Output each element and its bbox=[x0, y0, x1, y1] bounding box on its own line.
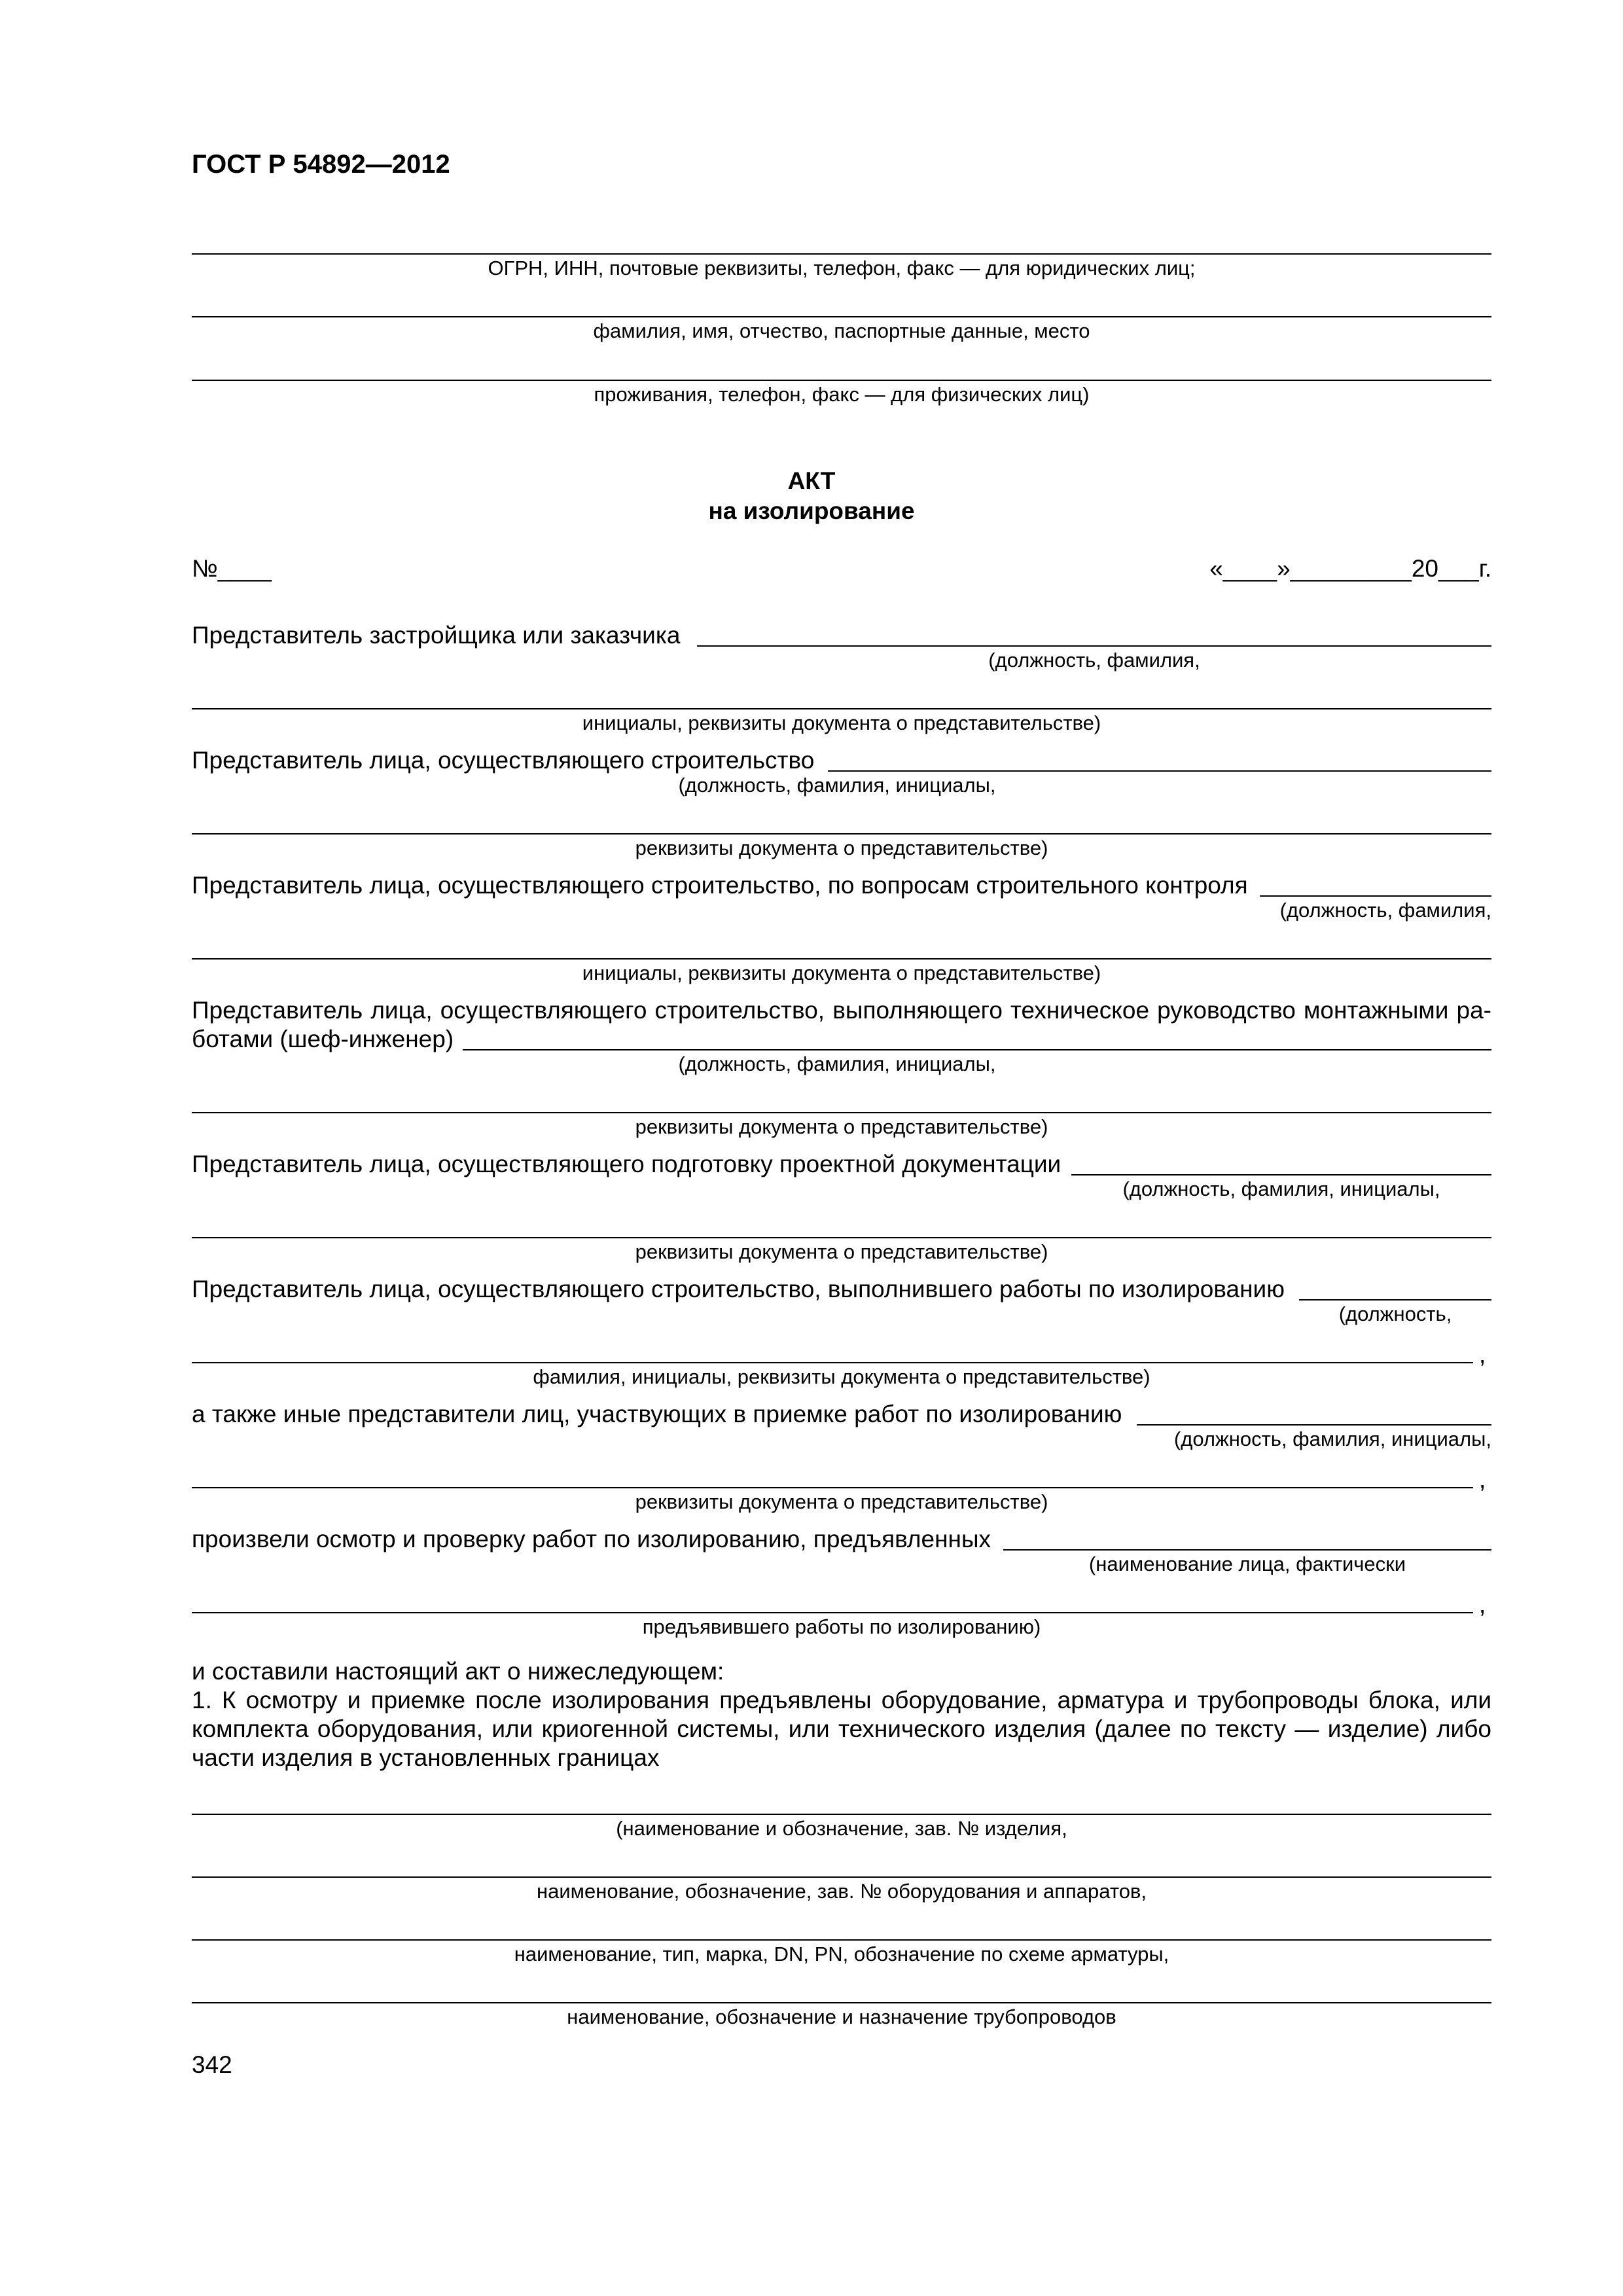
item-caption-2: наименование, обозначение, зав. № оборудования и аппаратов, bbox=[536, 1880, 1147, 1903]
rep-designer-line[interactable] bbox=[1071, 1174, 1491, 1175]
rep-others-caption-2: реквизиты документа о представительстве) bbox=[635, 1490, 1048, 1513]
rep-developer-line-2[interactable] bbox=[192, 708, 1491, 709]
rep-contractor-line-2[interactable] bbox=[192, 1362, 1473, 1363]
rep-designer-caption-2: реквизиты документа о представительстве) bbox=[635, 1240, 1048, 1263]
inspection-line[interactable] bbox=[1003, 1549, 1491, 1551]
requisites-caption-1: ОГРН, ИНН, почтовые реквизиты, телефон, факс — для юридических лиц; bbox=[488, 257, 1196, 279]
document-code: ГОСТ Р 54892—2012 bbox=[192, 150, 450, 179]
rep-developer-caption-2: инициалы, реквизиты документа о представительстве) bbox=[582, 711, 1101, 734]
rep-others-comma: , bbox=[1479, 1466, 1486, 1493]
rep-others-line[interactable] bbox=[1137, 1424, 1491, 1426]
rep-chief-engineer-caption-1: (должность, фамилия, инициалы, bbox=[678, 1052, 996, 1075]
rep-builder-line[interactable] bbox=[828, 770, 1491, 772]
inspection-line-2[interactable] bbox=[192, 1612, 1473, 1613]
rep-control-caption-2: инициалы, реквизиты документа о представительстве) bbox=[582, 961, 1101, 984]
item-line-2[interactable] bbox=[192, 1876, 1491, 1878]
rep-chief-engineer-label-line-2: ботами (шеф-инженер) bbox=[192, 1026, 454, 1052]
item-caption-3: наименование, тип, марка, DN, PN, обозначение по схеме арматуры, bbox=[514, 1943, 1169, 1965]
item-1-line-3: части изделия в установленных границах bbox=[192, 1744, 660, 1771]
item-line-4[interactable] bbox=[192, 2002, 1491, 2003]
rep-chief-engineer-line[interactable] bbox=[463, 1049, 1491, 1050]
rep-builder-caption-2: реквизиты документа о представительстве) bbox=[635, 836, 1048, 859]
rep-designer-line-2[interactable] bbox=[192, 1237, 1491, 1238]
page-number: 342 bbox=[192, 2051, 232, 2078]
inspection-caption-1: (наименование лица, фактически bbox=[1088, 1552, 1406, 1575]
item-line-1[interactable] bbox=[192, 1814, 1491, 1815]
requisites-line-1[interactable] bbox=[192, 253, 1491, 255]
requisites-line-2[interactable] bbox=[192, 316, 1491, 317]
rep-contractor-caption-1: (должность, bbox=[1338, 1302, 1452, 1325]
rep-builder-label: Представитель лица, осуществляющего строительство bbox=[192, 747, 815, 774]
act-date-field[interactable]: «____»_________20___г. bbox=[1209, 555, 1491, 582]
item-line-3[interactable] bbox=[192, 1939, 1491, 1941]
rep-builder-line-2[interactable] bbox=[192, 833, 1491, 834]
rep-contractor-line[interactable] bbox=[1299, 1299, 1491, 1300]
rep-others-label: а также иные представители лиц, участвующих в приемке работ по изолированию bbox=[192, 1401, 1122, 1427]
requisites-caption-2: фамилия, имя, отчество, паспортные данные, место bbox=[593, 319, 1090, 342]
act-title: АКТ bbox=[787, 467, 836, 494]
rep-developer-label: Представитель застройщика или заказчика bbox=[192, 622, 681, 649]
rep-developer-line[interactable] bbox=[697, 645, 1491, 647]
rep-designer-label: Представитель лица, осуществляющего подготовку проектной документации bbox=[192, 1151, 1061, 1177]
rep-chief-engineer-label-line-1: Представитель лица, осуществляющего строительство, выполняющего техническое руководство монтажными ра- bbox=[192, 997, 1491, 1024]
rep-control-label: Представитель лица, осуществляющего строительство, по вопросам строительного контроля bbox=[192, 872, 1248, 899]
rep-designer-caption-1: (должность, фамилия, инициалы, bbox=[1122, 1177, 1440, 1200]
conclusion-text: и составили настоящий акт о нижеследующем: bbox=[192, 1658, 724, 1685]
rep-control-line-2[interactable] bbox=[192, 958, 1491, 960]
rep-chief-engineer-caption-2: реквизиты документа о представительстве) bbox=[635, 1115, 1048, 1138]
item-1-line-2: комплекта оборудования, или криогенной системы, или технического изделия (далее по тексту — изделие) либо bbox=[192, 1715, 1491, 1742]
rep-others-line-2[interactable] bbox=[192, 1487, 1473, 1488]
rep-control-line[interactable] bbox=[1260, 895, 1491, 897]
rep-developer-caption-1: (должность, фамилия, bbox=[988, 649, 1200, 672]
requisites-caption-3: проживания, телефон, факс — для физических лиц) bbox=[594, 383, 1090, 406]
rep-control-caption-1: (должность, фамилия, bbox=[1279, 899, 1491, 922]
item-caption-1: (наименование и обозначение, зав. № изделия, bbox=[616, 1817, 1067, 1840]
act-number-field[interactable]: №____ bbox=[192, 555, 272, 582]
rep-chief-engineer-line-2[interactable] bbox=[192, 1112, 1491, 1113]
rep-contractor-caption-2: фамилия, инициалы, реквизиты документа о представительстве) bbox=[533, 1365, 1150, 1388]
item-caption-4: наименование, обозначение и назначение трубопроводов bbox=[567, 2005, 1116, 2028]
requisites-line-3[interactable] bbox=[192, 380, 1491, 381]
rep-contractor-label: Представитель лица, осуществляющего строительство, выполнившего работы по изолированию bbox=[192, 1276, 1285, 1302]
rep-contractor-comma: , bbox=[1479, 1341, 1486, 1368]
inspection-comma: , bbox=[1479, 1591, 1486, 1618]
inspection-caption-2: предъявившего работы по изолированию) bbox=[642, 1615, 1041, 1638]
item-1-line-1: 1. К осмотру и приемке после изолирования предъявлены оборудование, арматура и трубопроводы блока, или bbox=[192, 1687, 1491, 1713]
inspection-label: произвели осмотр и проверку работ по изолированию, предъявленных bbox=[192, 1526, 991, 1552]
act-subtitle: на изолирование bbox=[708, 497, 915, 524]
rep-builder-caption-1: (должность, фамилия, инициалы, bbox=[678, 774, 996, 797]
rep-others-caption-1: (должность, фамилия, инициалы, bbox=[1173, 1427, 1491, 1450]
